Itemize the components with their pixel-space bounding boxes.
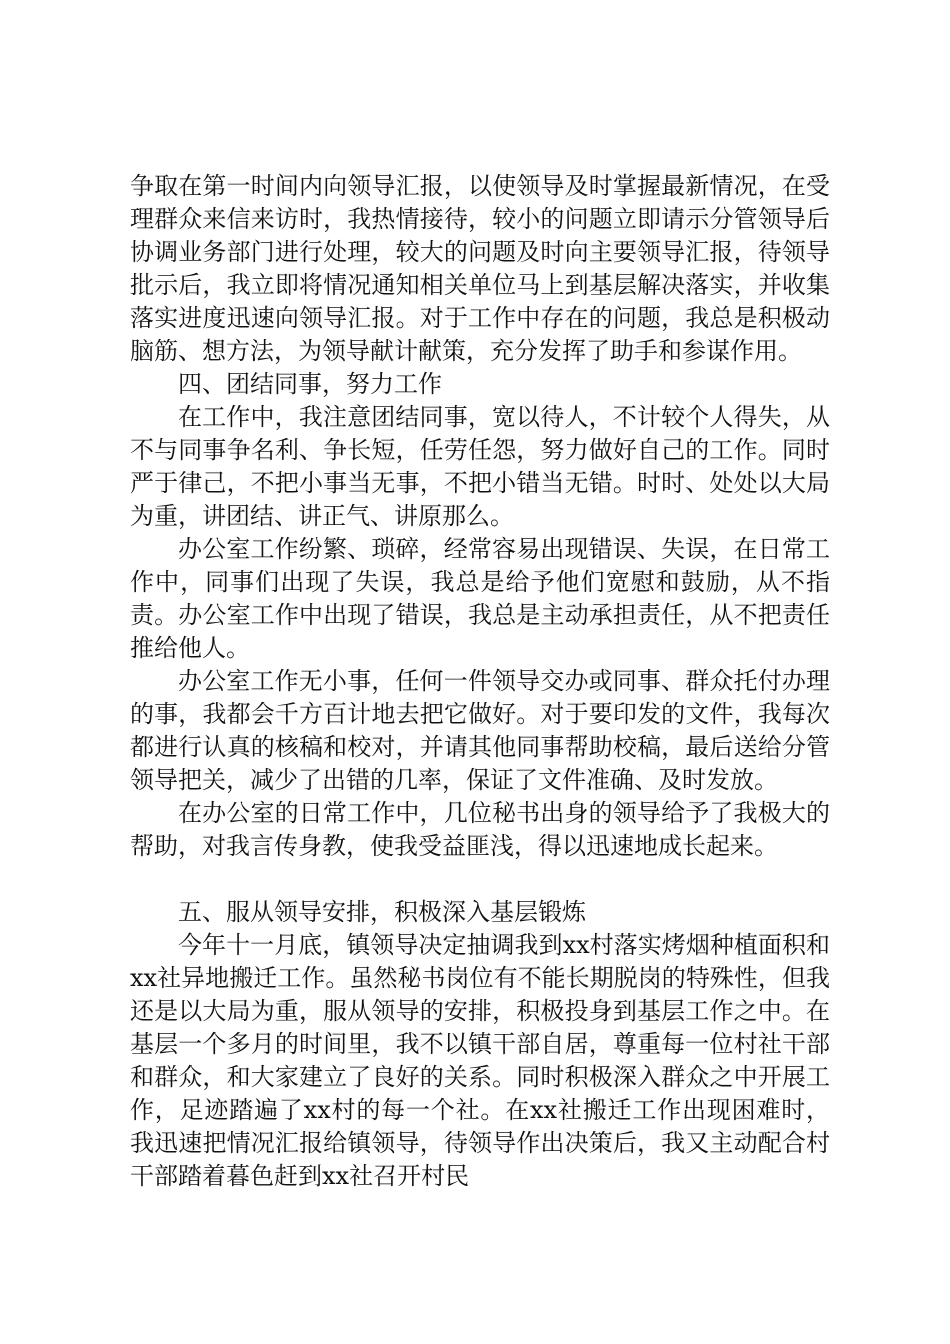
paragraph-unity: 在工作中，我注意团结同事，宽以待人，不计较个人得失，从不与同事争名利、争长短，任劳任怨，努力做好自己的工作。同时严于律己，不把小事当无事，不把小错当无错。时时、处处以大局为重，讲团结、讲正气、讲原那么。: [130, 403, 830, 530]
section-heading-five: 五、服从领导安排，积极深入基层锻炼: [178, 898, 586, 926]
paragraph-grassroots: 今年十一月底，镇领导决定抽调我到xx村落实烤烟种植面积和xx社异地搬迁工作。虽然秘书岗位有不能长期脱岗的特殊性，但我还是以大局为重，服从领导的安排，积极投身到基层工作之中。在基层一个多月的时间里，我不以镇干部自居，尊重每一位村社干部和群众，和大家建立了良好的关系。同时积极深入群众之中开展工作，足迹踏遍了xx村的每一个社。在xx社搬迁工作出现困难时，我迅速把情况汇报给镇领导，待领导作出决策后，我又主动配合村干部踏着暮色赶到xx社召开村民: [130, 931, 830, 1190]
paragraph-mentors: 在办公室的日常工作中，几位秘书出身的领导给予了我极大的帮助，对我言传身教，使我受益匪浅，得以迅速地成长起来。: [130, 799, 830, 860]
paragraph-office-errors: 办公室工作纷繁、琐碎，经常容易出现错误、失误，在日常工作中，同事们出现了失误，我总是给予他们宽慰和鼓励，从不指责。办公室工作中出现了错误，我总是主动承担责任，从不把责任推给他人。: [130, 535, 830, 662]
paragraph-continued: 争取在第一时间内向领导汇报，以使领导及时掌握最新情况，在受理群众来信来访时，我热情接待，较小的问题立即请示分管领导后协调业务部门进行处理，较大的问题及时向主要领导汇报，待领导批示后，我立即将情况通知相关单位马上到基层解决落实，并收集落实进度迅速向领导汇报。对于工作中存在的问题，我总是积极动脑筋、想方法，为领导献计献策，充分发挥了助手和参谋作用。: [130, 172, 830, 365]
paragraph-no-small-matters: 办公室工作无小事，任何一件领导交办或同事、群众托付办理的事，我都会千方百计地去把它做好。对于要印发的文件，我每次都进行认真的核稿和校对，并请其他同事帮助校稿，最后送给分管领导把关，减少了出错的几率，保证了文件准确、及时发放。: [130, 667, 830, 794]
section-heading-four: 四、团结同事，努力工作: [178, 370, 442, 398]
document-body: [130, 170, 830, 1193]
